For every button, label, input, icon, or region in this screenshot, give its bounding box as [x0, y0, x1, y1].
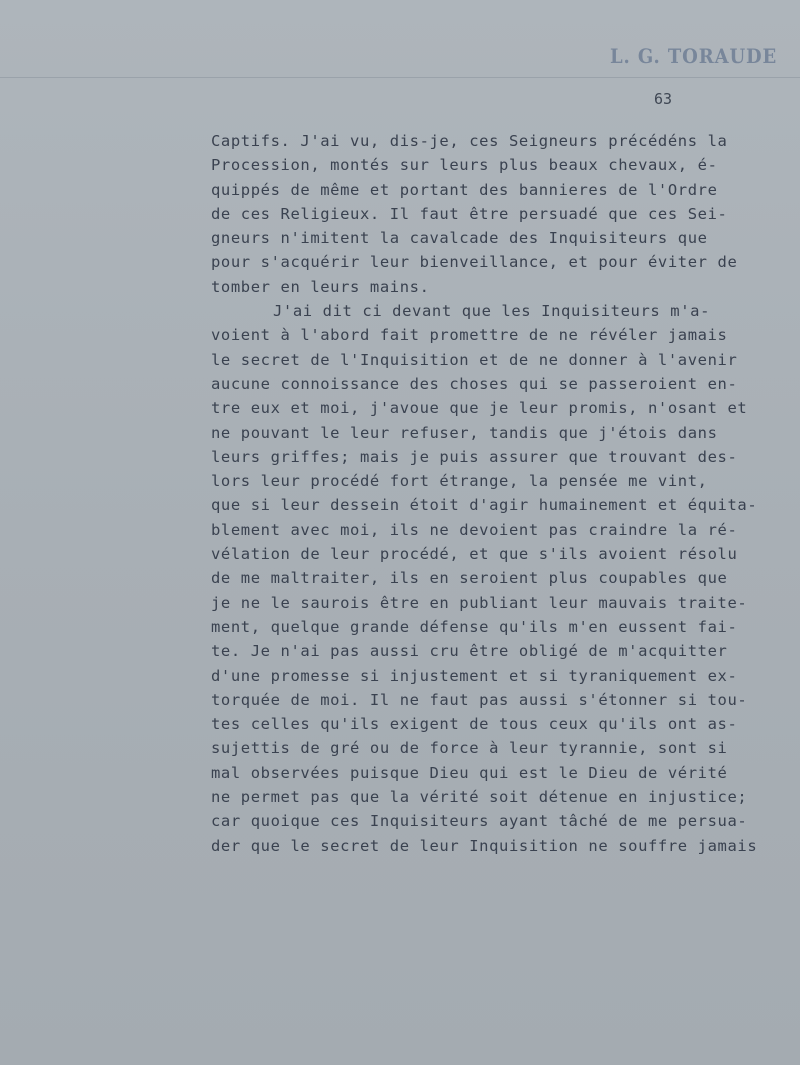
- text-line: der que le secret de leur Inquisition ne souffre jamais: [211, 836, 758, 855]
- text-line: voient à l'abord fait promettre de ne révéler jamais: [211, 326, 728, 345]
- text-line: quippés de même et portant des bannieres de l'Ordre: [211, 180, 718, 199]
- text-line: tre eux et moi, j'avoue que je leur promis, n'osant et: [211, 399, 748, 418]
- text-line: je ne le saurois être en publiant leur mauvais traite-: [211, 593, 748, 612]
- text-line: que si leur dessein étoit d'agir humainement et équita-: [211, 496, 758, 515]
- text-line: lors leur procédé fort étrange, la pensée me vint,: [211, 472, 708, 491]
- text-line: vélation de leur procédé, et que s'ils avoient résolu: [211, 545, 738, 564]
- text-line: pour s'acquérir leur bienveillance, et pour éviter de: [211, 253, 738, 272]
- text-line: d'une promesse si injustement et si tyraniquement ex-: [211, 666, 738, 685]
- text-line: leurs griffes; mais je puis assurer que trouvant des-: [211, 447, 738, 466]
- text-line: de ces Religieux. Il faut être persuadé que ces Sei-: [211, 204, 728, 223]
- text-line: gneurs n'imitent la cavalcade des Inquisiteurs que: [211, 229, 708, 248]
- text-line: mal observées puisque Dieu qui est le Dieu de vérité: [211, 763, 728, 782]
- text-line: car quoique ces Inquisiteurs ayant tâché de me persua-: [211, 812, 748, 831]
- text-line: ne permet pas que la vérité soit détenue en injustice;: [211, 788, 748, 807]
- text-line: tes celles qu'ils exigent de tous ceux qu'ils ont as-: [211, 715, 738, 734]
- text-line: ment, quelque grande défense qu'ils m'en eussent fai-: [211, 617, 738, 636]
- text-line: blement avec moi, ils ne devoient pas craindre la ré-: [211, 520, 738, 539]
- text-line: te. Je n'ai pas aussi cru être obligé de m'acquitter: [211, 642, 728, 661]
- text-line: sujettis de gré ou de force à leur tyrannie, sont si: [211, 739, 728, 758]
- text-line: Procession, montés sur leurs plus beaux chevaux, é-: [211, 156, 718, 175]
- library-stamp: L. G. TORAUDE: [610, 44, 778, 68]
- text-line: torquée de moi. Il ne faut pas aussi s'étonner si tou-: [211, 690, 748, 709]
- text-line: tomber en leurs mains.: [211, 277, 430, 296]
- text-line: Captifs. J'ai vu, dis-je, ces Seigneurs précédéns la: [211, 132, 728, 150]
- text-line: aucune connoissance des choses qui se passeroient en-: [211, 374, 738, 393]
- page-number: 63: [654, 90, 673, 108]
- paragraph-start-line: J'ai dit ci devant que les Inquisiteurs m'a-: [273, 302, 710, 321]
- text-line: ne pouvant le leur refuser, tandis que j'étois dans: [211, 423, 718, 442]
- text-line: le secret de l'Inquisition et de ne donner à l'avenir: [211, 350, 738, 369]
- header-divider: [0, 77, 800, 78]
- body-text: [211, 129, 791, 858]
- text-line: de me maltraiter, ils en seroient plus coupables que: [211, 569, 728, 588]
